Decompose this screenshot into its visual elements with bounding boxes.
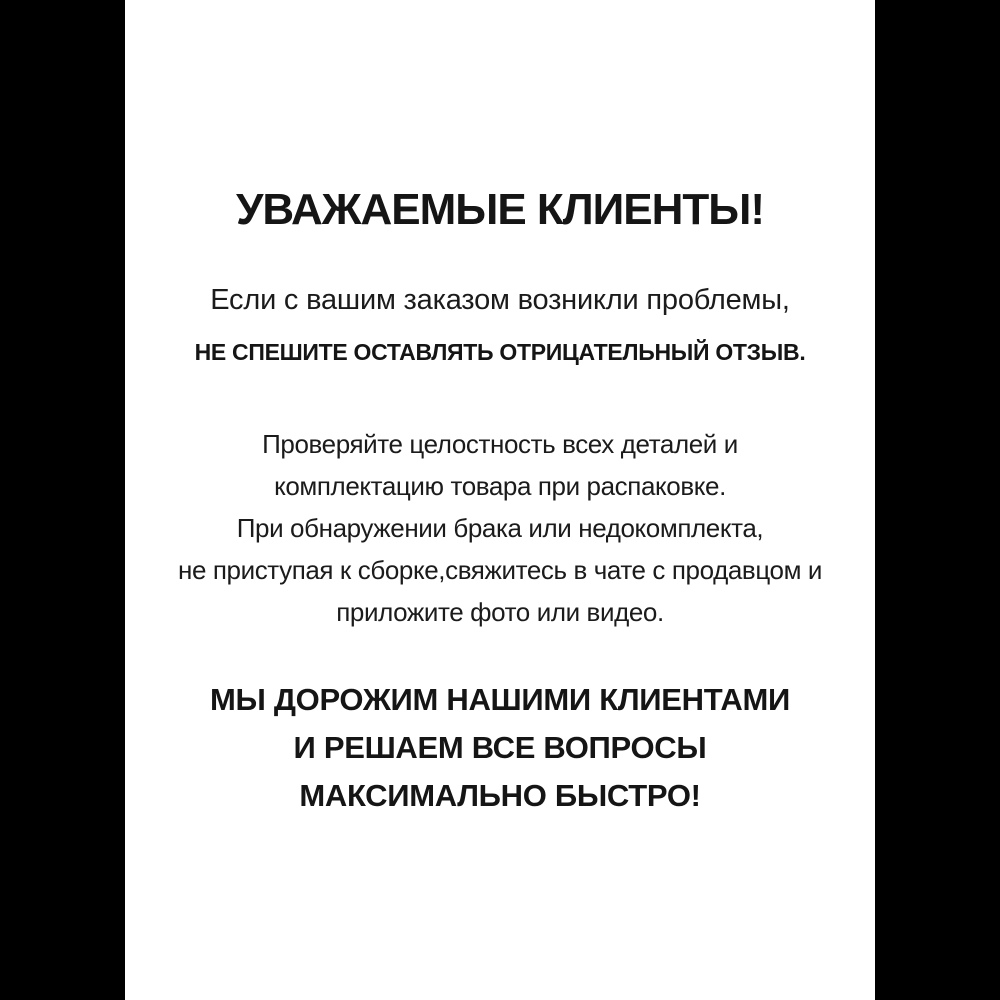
closing-line: МАКСИМАЛЬНО БЫСТРО! [299, 778, 701, 813]
closing-line: МЫ ДОРОЖИМ НАШИМИ КЛИЕНТАМИ [209, 682, 790, 717]
instruction-line: При обнаружении брака или недокомплекта, [236, 513, 764, 543]
instruction-line: не приступая к сборке,свяжитесь в чате с продавцом и [177, 555, 823, 585]
warning-line: НЕ СПЕШИТЕ ОСТАВЛЯТЬ ОТРИЦАТЕЛЬНЫЙ ОТЗЫВ. [194, 339, 806, 365]
notice-card [125, 0, 875, 1000]
closing-block [125, 676, 875, 820]
instruction-line: Проверяйте целостность всех деталей и [262, 429, 738, 459]
closing-line: И РЕШАЕМ ВСЕ ВОПРОСЫ [293, 730, 707, 765]
instructions-paragraph [125, 423, 875, 633]
instruction-line: приложите фото или видео. [336, 597, 664, 627]
intro-line: Если с вашим заказом возникли проблемы, [210, 284, 790, 316]
notice-title: УВАЖАЕМЫЕ КЛИЕНТЫ! [235, 185, 764, 234]
instruction-line: комплектацию товара при распаковке. [274, 471, 726, 501]
